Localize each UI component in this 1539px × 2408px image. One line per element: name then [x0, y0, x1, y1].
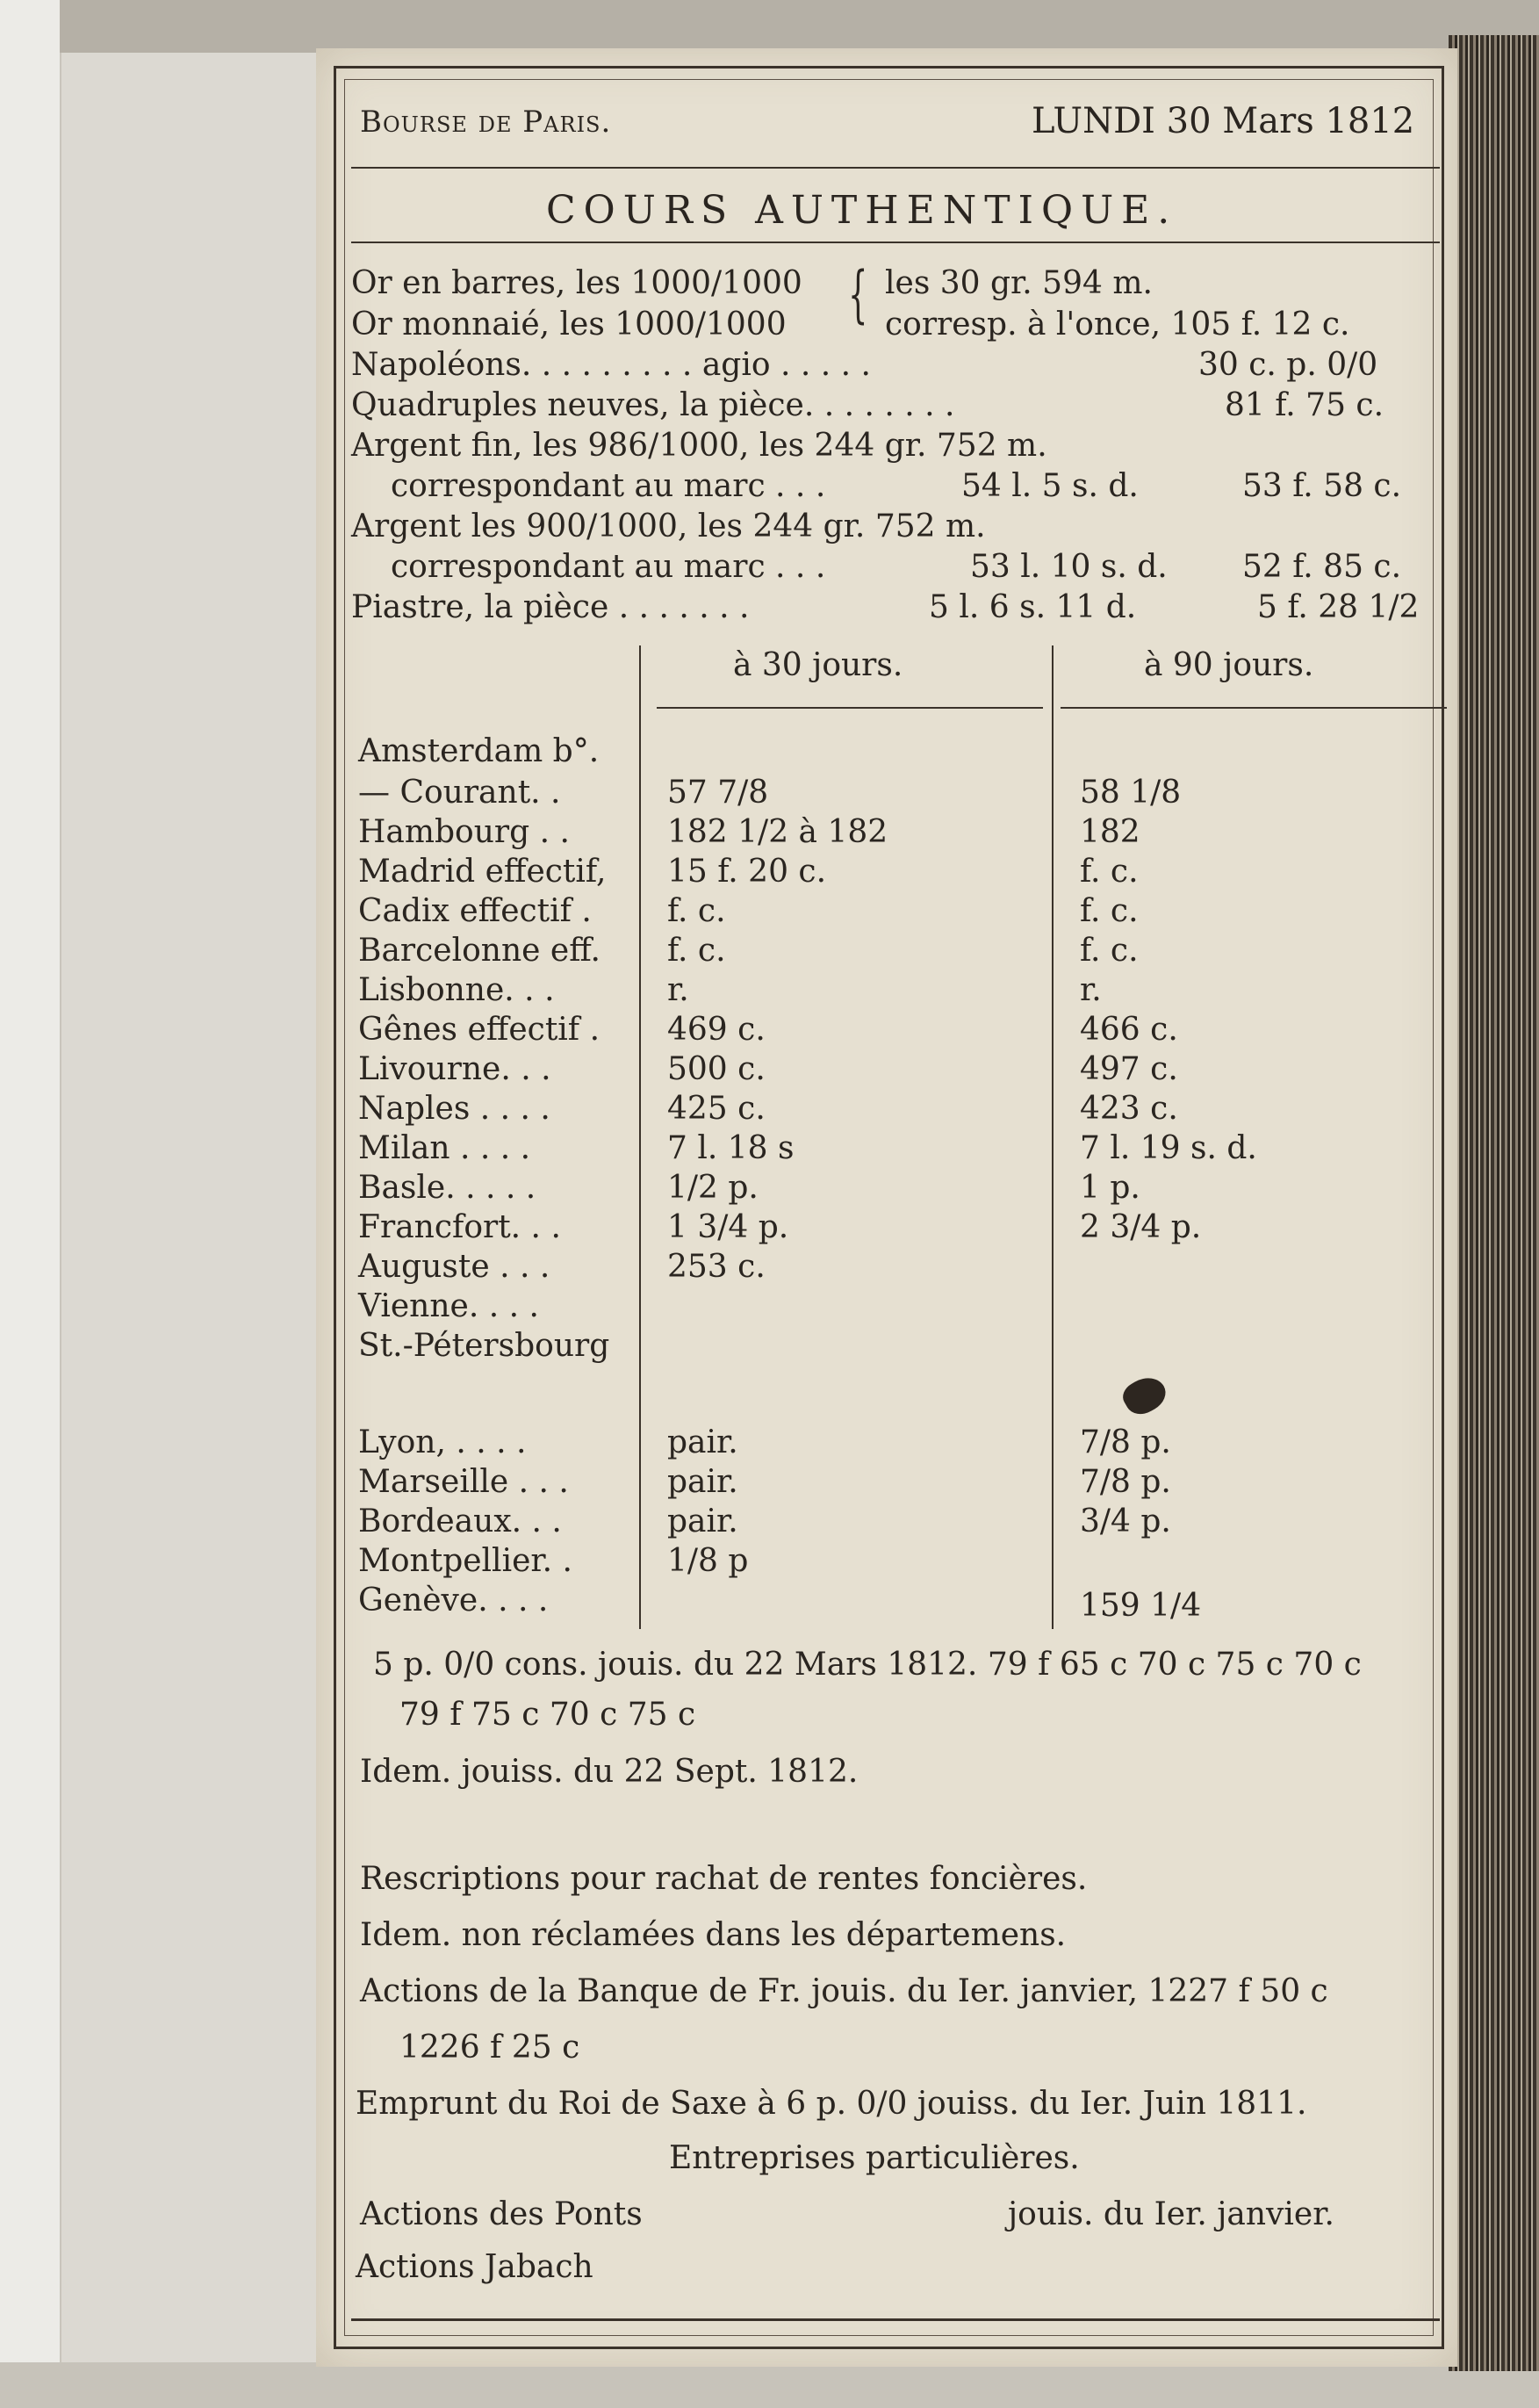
table-row-place: — Courant. .	[358, 775, 561, 811]
metal-line-quadruples-value: 81 f. 75 c.	[1225, 387, 1384, 423]
metal-line-napoleons: Napoléons. . . . . . . . . agio . . . . .	[351, 347, 871, 383]
table-cell-30: pair.	[667, 1464, 738, 1500]
col-header-90: à 90 jours.	[1144, 647, 1314, 683]
table-row-place: Marseille . . .	[358, 1464, 569, 1500]
metal-line-piastre-mid: 5 l. 6 s. 11 d.	[929, 589, 1137, 625]
header-left: Bourse de Paris.	[360, 105, 612, 140]
table-cell-30: 469 c.	[667, 1012, 766, 1048]
metal-line-gold-bars: Or en barres, les 1000/1000	[351, 265, 802, 301]
facing-page	[60, 53, 325, 2408]
table-row-place: Bordeaux. . .	[358, 1503, 562, 1539]
funds-banque: Actions de la Banque de Fr. jouis. du Ier. janvier, 1227 f 50 c	[360, 1973, 1328, 2009]
metal-line-silver-900-value: 52 f. 85 c.	[1242, 549, 1402, 585]
table-cell-30: 253 c.	[667, 1249, 766, 1285]
metal-line-silver-900: Argent les 900/1000, les 244 gr. 752 m.	[351, 508, 986, 544]
table-cell-30: pair.	[667, 1424, 738, 1460]
metal-line-silver-fine-mid: 54 l. 5 s. d.	[961, 468, 1139, 504]
brace: {	[848, 258, 868, 330]
funds-consolides: 5 p. 0/0 cons. jouis. du 22 Mars 1812. 79 f 65 c 70 c 75 c 70 c	[373, 1647, 1362, 1683]
table-row-place: Gênes effectif .	[358, 1012, 600, 1048]
col-header-30-rule	[657, 707, 1043, 709]
table-row-place: Amsterdam b°.	[358, 733, 600, 769]
table-cell-30: 15 f. 20 c.	[667, 854, 827, 890]
metal-line-silver-fine-value: 53 f. 58 c.	[1242, 468, 1402, 504]
table-cell-30: f. c.	[667, 893, 726, 929]
table-cell-90: 3/4 p.	[1080, 1503, 1171, 1539]
funds-banque-cont: 1226 f 25 c	[399, 2029, 580, 2066]
metal-line-quadruples: Quadruples neuves, la pièce. . . . . . . .	[351, 387, 955, 423]
metal-line-piastre-value: 5 f. 28 1/2	[1257, 589, 1420, 625]
table-row-place: Cadix effectif .	[358, 893, 592, 929]
metal-line-gold-coined: Or monnaié, les 1000/1000	[351, 306, 787, 342]
table-cell-90: 7/8 p.	[1080, 1464, 1171, 1500]
table-cell-30: 1/8 p	[667, 1543, 749, 1579]
metal-line-silver-900-marc: correspondant au marc . . .	[391, 549, 826, 585]
table-row-place: Auguste . . .	[358, 1249, 550, 1285]
table-row-place: Livourne. . .	[358, 1051, 551, 1087]
metal-line-gold-right: les 30 gr. 594 m.	[885, 265, 1153, 301]
table-row-place: Hambourg . .	[358, 814, 570, 850]
book-page-edges	[1449, 35, 1539, 2371]
table-row-place: Genève. . . .	[358, 1583, 549, 1619]
header-rule	[351, 167, 1440, 169]
table-cell-90: 58 1/8	[1080, 775, 1182, 811]
funds-entreprises-heading: Entreprises particulières.	[669, 2140, 1080, 2176]
metal-line-piastre: Piastre, la pièce . . . . . . .	[351, 589, 750, 625]
metal-line-silver-fine-marc: correspondant au marc . . .	[391, 468, 826, 504]
page-title: COURS AUTHENTIQUE.	[546, 188, 1178, 233]
funds-consolides-sept: Idem. jouiss. du 22 Sept. 1812.	[360, 1754, 859, 1790]
table-row-place: Lisbonne. . .	[358, 972, 555, 1008]
metal-line-silver-900-mid: 53 l. 10 s. d.	[970, 549, 1168, 585]
col-header-90-rule	[1061, 707, 1447, 709]
metal-line-napoleons-value: 30 c. p. 0/0	[1198, 347, 1378, 383]
funds-rescriptions: Rescriptions pour rachat de rentes foncières.	[360, 1861, 1088, 1897]
table-row-place: Barcelonne eff.	[358, 933, 600, 969]
table-divider-left	[639, 645, 641, 1629]
funds-actions-ponts: Actions des Ponts	[360, 2196, 643, 2232]
table-cell-90: 497 c.	[1080, 1051, 1178, 1087]
table-cell-30: r.	[667, 972, 689, 1008]
table-cell-90: 466 c.	[1080, 1012, 1178, 1048]
title-rule	[351, 242, 1440, 243]
table-cell-30: 425 c.	[667, 1091, 766, 1127]
table-cell-90: 2 3/4 p.	[1080, 1209, 1202, 1245]
header-date: LUNDI 30 Mars 1812	[1032, 101, 1415, 141]
table-cell-30: 57 7/8	[667, 775, 769, 811]
table-cell-30: 1/2 p.	[667, 1170, 759, 1206]
metal-line-gold-ounce: corresp. à l'once, 105 f. 12 c.	[885, 306, 1350, 342]
table-cell-90: f. c.	[1080, 933, 1139, 969]
table-cell-90: 7/8 p.	[1080, 1424, 1171, 1460]
funds-rescriptions-idem: Idem. non réclamées dans les départemens.	[360, 1917, 1067, 1953]
bottom-rule	[351, 2318, 1440, 2321]
table-cell-90: f. c.	[1080, 854, 1139, 890]
table-row-place: Francfort. . .	[358, 1209, 561, 1245]
metal-line-silver-fine: Argent fin, les 986/1000, les 244 gr. 752 m.	[351, 428, 1047, 464]
table-divider-right	[1052, 645, 1054, 1629]
table-cell-90: 1 p.	[1080, 1170, 1140, 1206]
funds-actions-jabach: Actions Jabach	[356, 2249, 593, 2285]
table-row-place: Madrid effectif,	[358, 854, 607, 890]
table-row-place: Milan . . . .	[358, 1130, 531, 1166]
scan-left-margin	[0, 0, 60, 2408]
table-cell-90: 423 c.	[1080, 1091, 1178, 1127]
table-cell-90: 7 l. 19 s. d.	[1080, 1130, 1257, 1166]
scan-bottom-margin	[0, 2362, 1539, 2408]
scan-top-margin	[0, 0, 1539, 53]
table-cell-90: r.	[1080, 972, 1102, 1008]
table-cell-30: 182 1/2 à 182	[667, 814, 888, 850]
funds-consolides-cont: 79 f 75 c 70 c 75 c	[399, 1697, 696, 1733]
table-row-place: St.-Pétersbourg	[358, 1328, 610, 1364]
table-cell-90: 182	[1080, 814, 1140, 850]
table-row-place: Lyon, . . . .	[358, 1424, 527, 1460]
table-cell-30: 7 l. 18 s	[667, 1130, 795, 1166]
table-row-place: Montpellier. .	[358, 1543, 572, 1579]
funds-actions-ponts-date: jouis. du Ier. janvier.	[1008, 2196, 1334, 2232]
table-cell-30: pair.	[667, 1503, 738, 1539]
table-cell-90: f. c.	[1080, 893, 1139, 929]
table-cell-90: 159 1/4	[1080, 1588, 1202, 1624]
table-row-place: Vienne. . . .	[358, 1288, 539, 1324]
table-row-place: Naples . . . .	[358, 1091, 550, 1127]
table-cell-30: 1 3/4 p.	[667, 1209, 789, 1245]
table-row-place: Basle. . . . .	[358, 1170, 536, 1206]
table-cell-30: f. c.	[667, 933, 726, 969]
col-header-30: à 30 jours.	[733, 647, 903, 683]
table-cell-30: 500 c.	[667, 1051, 766, 1087]
funds-emprunt-saxe: Emprunt du Roi de Saxe à 6 p. 0/0 jouiss. du Ier. Juin 1811.	[356, 2086, 1307, 2122]
